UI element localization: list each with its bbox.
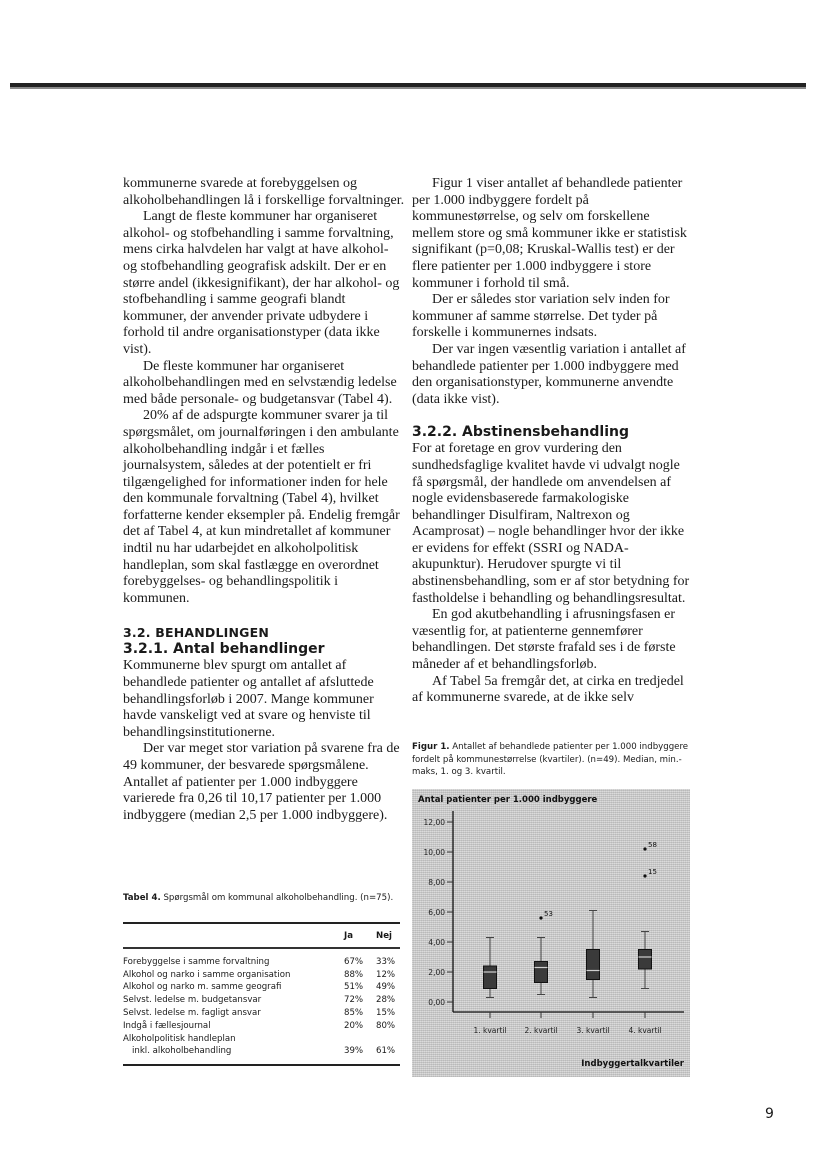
outlier-label: 53: [544, 910, 553, 918]
chart-title: Antal patienter per 1.000 indbyggere: [418, 795, 598, 805]
row-nej: 12%: [376, 969, 396, 980]
row-nej: 33%: [376, 956, 396, 967]
y-tick-label: 12,00: [423, 818, 445, 827]
paragraph: Figur 1 viser antallet af behandlede patienter per 1.000 indbyggere fordelt på kommunestørrelse, og selv om forskellene mellem store og små kommuner ikke er statistisk signifikant (p=0,08; Kruskal-Wallis test) er der flere patienter per 1.000 indbyggere i store kommuner i forhold til små.: [412, 176, 687, 291]
table-row: [123, 1032, 400, 1045]
row-nej: 61%: [376, 1046, 396, 1057]
row-ja: 88%: [344, 969, 364, 980]
subsection-heading: 3.2.1. Antal behandlinger: [123, 641, 325, 658]
table-body: [123, 949, 400, 1064]
y-tick-label: 8,00: [428, 878, 445, 887]
x-tick-label: 3. kvartil: [576, 1026, 610, 1035]
row-label: Alkohol og narko m. samme geografi: [123, 982, 282, 993]
row-nej: 15%: [376, 1008, 396, 1019]
paragraph: Langt de fleste kommuner har organiseret alkohol- og stofbehandling i samme forvaltning, mens cirka halvdelen har valgt at have alkohol- og stofbehandling geografisk adskilt. Der er en større andel (ikkesignifikant), der har alkohol- og stofbehandling i samme geografi blandt kommuner, der anvender private udbydere i forhold til andre organisationstyper (data ikke vist).: [123, 209, 400, 357]
box-iqr: [535, 962, 548, 983]
row-nej: 28%: [376, 995, 396, 1006]
paragraph: kommunerne svarede at forebyggelsen og alkoholbehandlingen lå i forskellige forvaltninger.: [123, 176, 405, 208]
row-ja: 67%: [344, 956, 364, 967]
x-tick-label: 1. kvartil: [473, 1026, 507, 1035]
row-label: Forebyggelse i samme forvaltning: [123, 956, 270, 967]
row-label: inkl. alkoholbehandling: [132, 1046, 232, 1057]
paragraph: 20% af de adspurgte kommuner svarer ja til spørgsmålet, om journalføringen i den ambulante alkoholbehandling indgår i et fælles journalsystem, således at der potentielt er fri tilgængelighed for informationer inden for hele den kommunale forvaltning (Tabel 4), hvilket forfatterne kender eksempler på. Endelig fremgår det af Tabel 4, at kun mindretallet af kommuner indtil nu har udarbejdet en alkoholpolitisk handleplan, som skal fastlægge en overordnet forebyggelses- og behandlingspolitik i kommunen.: [123, 408, 400, 606]
outlier-point: [643, 874, 646, 877]
y-tick-label: 4,00: [428, 938, 445, 947]
row-ja: 51%: [344, 982, 364, 993]
x-tick-label: 4. kvartil: [628, 1026, 662, 1035]
y-tick-label: 10,00: [423, 848, 445, 857]
outlier-label: 58: [648, 841, 657, 849]
paragraph: Der er således stor variation selv inden for kommuner af samme størrelse. Det tyder på forskelle i kommunernes indsats.: [412, 292, 670, 341]
table-row: [123, 956, 400, 969]
box-iqr: [639, 950, 652, 970]
row-label: Alkohol og narko i samme organisation: [123, 969, 291, 980]
y-tick-label: 0,00: [428, 998, 445, 1007]
y-tick-label: 2,00: [428, 968, 445, 977]
box-iqr: [484, 966, 497, 989]
y-tick-label: 6,00: [428, 908, 445, 917]
table-caption-text: Spørgsmål om kommunal alkoholbehandling. (n=75).: [160, 893, 394, 903]
paragraph: Der var meget stor variation på svarene fra de 49 kommuner, der besvarede spørgsmålene. Antallet af patienter per 1.000 indbyggere varierede fra 0,26 til 10,17 patienter per 1.000 indbyggere (median 2,5 per 1.000 indbyggere).: [123, 741, 400, 823]
x-axis-label: Indbyggertalkvartiler: [581, 1059, 684, 1069]
table-row: [123, 994, 400, 1007]
outlier-point: [539, 916, 542, 919]
table-caption: [123, 892, 405, 905]
table-header-ja: Ja: [344, 930, 353, 941]
table-bottom-rule: [123, 1064, 400, 1066]
boxplot-svg: [412, 789, 690, 1077]
box-iqr: [587, 950, 600, 980]
subsection-heading: 3.2.2. Abstinensbehandling: [412, 424, 629, 441]
paragraph: De fleste kommuner har organiseret alkoholbehandlingen med en selvstændig ledelse med både personale- og budgetansvar (Tabel 4).: [123, 358, 397, 407]
table-row: [123, 968, 400, 981]
figure-caption-text: Antallet af behandlede patienter per 1.000 indbyggere fordelt på kommunestørrelse (kvartiler). (n=49). Median, min.-maks, 1. og 3. kvartil.: [412, 742, 689, 777]
table-caption-label: Tabel 4.: [123, 893, 161, 903]
row-ja: 20%: [344, 1020, 364, 1031]
outlier-label: 15: [648, 868, 657, 876]
section-heading: 3.2. BEHANDLINGEN: [123, 625, 270, 641]
figure-caption-label: Figur 1.: [412, 742, 450, 752]
paragraph: Af Tabel 5a fremgår det, at cirka en tredjedel af kommunerne svarede, at de ikke selv: [412, 673, 684, 706]
row-label: Alkoholpolitisk handleplan: [123, 1033, 236, 1044]
table-row: [123, 1007, 400, 1020]
row-nej: 49%: [376, 982, 396, 993]
row-label: Selvst. ledelse m. budgetansvar: [123, 995, 262, 1006]
table-row: [123, 981, 400, 994]
paragraph: For at foretage en grov vurdering den sundhedsfaglige kvalitet havde vi udvalgt nogle få spørgsmål, der handlede om anvendelsen af nogle evidensbaserede farmakologiske behandlinger Disulfiram, Naltrexon og Acamprosat) – nogle behandlinger hvor der ikke er evidens for effekt (SSRI og NADA-akupunktur). Herudover spurgte vi til abstinensbehandling, som er af stor betydning for fastholdelse i behandling og behandlingsresultat.: [412, 441, 690, 606]
header-rule-shadow: [10, 87, 806, 89]
row-label: Selvst. ledelse m. fagligt ansvar: [123, 1008, 261, 1019]
paragraph: Der var ingen væsentlig variation i antallet af behandlede patienter per 1.000 indbyggere med den organisationstyper, kommunerne anvendte (data ikke vist).: [412, 341, 686, 407]
x-tick-label: 2. kvartil: [524, 1026, 558, 1035]
right-column: [412, 176, 694, 707]
table-row: [123, 1019, 400, 1032]
page-number: 9: [765, 1106, 774, 1122]
row-ja: 85%: [344, 1008, 364, 1019]
table-4: [123, 922, 400, 1066]
table-header-nej: Nej: [376, 930, 392, 941]
left-column: [123, 176, 405, 824]
table-header-row: [123, 924, 400, 947]
outlier-point: [643, 847, 646, 850]
row-nej: 80%: [376, 1020, 396, 1031]
row-ja: 39%: [344, 1046, 364, 1057]
paragraph: Kommunerne blev spurgt om antallet af behandlede patienter og antallet af afsluttede behandlingsforløb i 2007. Mange kommuner havde vanskeligt ved at svare og henviste til behandlingsinstitutionerne.: [123, 658, 374, 740]
boxplot-chart: [412, 789, 690, 1077]
row-label: Indgå i fællesjournal: [123, 1020, 211, 1031]
paragraph: En god akutbehandling i afrusningsfasen er væsentlig for, at patienterne gennemfører behandlingen. Det største frafald ses i de første måneder af et behandlingsforløb.: [412, 607, 676, 673]
table-row: [123, 1045, 400, 1058]
row-ja: 72%: [344, 995, 364, 1006]
figure-caption: [412, 741, 697, 779]
